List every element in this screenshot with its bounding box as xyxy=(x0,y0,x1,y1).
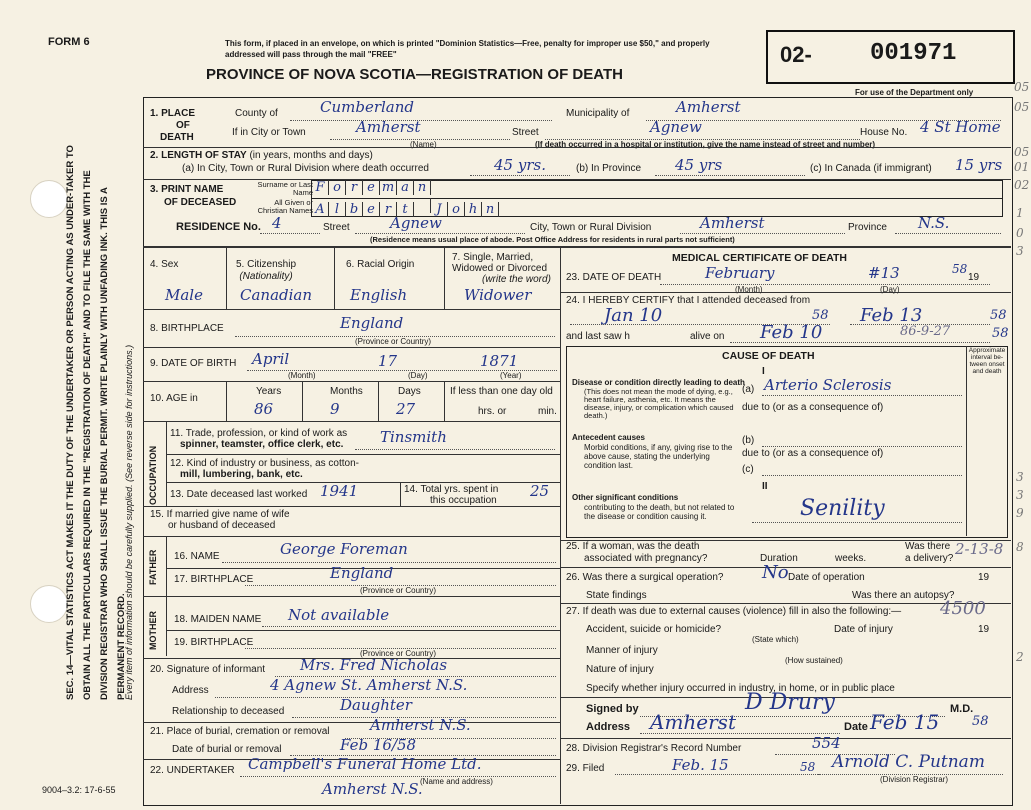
alive-date: Feb 10 xyxy=(760,322,823,343)
father-birthplace: England xyxy=(330,564,394,582)
duration-label: Duration xyxy=(760,553,798,564)
other-cause-value: Senility xyxy=(800,496,885,521)
sex-label: 4. Sex xyxy=(150,259,179,270)
undertaker-hint: (Name and address) xyxy=(420,777,493,786)
undertaker-label: 22. UNDERTAKER xyxy=(150,765,235,776)
every-item-notice: Every item of information should be carefully supplied. (See reverse side for instructions.) xyxy=(124,344,134,700)
mother-birthplace-label: 19. BIRTHPLACE xyxy=(174,637,254,648)
burial-place: Amherst N.S. xyxy=(370,716,471,734)
racial-origin-value: English xyxy=(350,286,408,304)
residence-city: Amherst xyxy=(700,214,765,232)
given-names-value: A l b e r t J o h n xyxy=(312,198,499,217)
margin-mark: 05 xyxy=(1014,145,1030,159)
footer-code: 9004–3.2: 17-6-55 xyxy=(42,785,116,795)
alive-on-label: alive on xyxy=(690,331,725,342)
manner-label: Manner of injury xyxy=(586,645,658,656)
place-label-2: OF xyxy=(176,120,190,131)
print-name-label xyxy=(150,183,236,209)
stay-a-label: (a) In City, Town or Rural Division where death occurred xyxy=(182,163,429,174)
maiden-name-label: 18. MAIDEN NAME xyxy=(174,614,262,625)
burial-place-label: 21. Place of burial, cremation or removal xyxy=(150,726,330,737)
cause-a-label: (a) xyxy=(742,384,755,395)
margin-mark: 05 xyxy=(1014,80,1030,94)
county-value: Cumberland xyxy=(320,98,415,116)
cause-a-value: Arterio Sclerosis xyxy=(764,376,892,394)
margin-mark: 2 xyxy=(1016,650,1024,664)
death-month: February xyxy=(705,264,775,282)
margin-mark: 0 xyxy=(1016,226,1024,240)
death-year: 58 xyxy=(952,262,968,276)
mother-side-label: MOTHER xyxy=(148,611,158,650)
burial-date: Feb 16/58 xyxy=(340,736,417,754)
filed-label: 29. Filed xyxy=(566,763,605,774)
cert-date-year: 58 xyxy=(972,714,989,729)
residence-no: 4 xyxy=(272,214,282,232)
other-note: contributing to the death, but not related to the disease or condition causing it. xyxy=(584,503,735,521)
stay-a-value: 45 yrs. xyxy=(494,156,546,174)
undertaker-address: Amherst N.S. xyxy=(322,780,423,798)
roman-two: II xyxy=(762,481,768,492)
place-of-death-label xyxy=(150,108,195,144)
margin-mark: 3 xyxy=(1016,470,1024,484)
industry-label: 12. Kind of industry or business, as cotton- mill, lumbering, bank, etc. xyxy=(170,458,359,480)
state-which-hint: (State which) xyxy=(752,635,799,644)
department-use-note: For use of the Department only xyxy=(855,88,974,97)
filed-year: 58 xyxy=(800,760,816,774)
father-bp-hint: (Province or Country) xyxy=(360,586,437,595)
house-label: House No. xyxy=(860,127,908,138)
age-days-label: Days xyxy=(398,386,421,397)
min-label: min. xyxy=(538,406,557,417)
municipality-label: Municipality of xyxy=(566,108,630,119)
age-days: 27 xyxy=(396,400,416,418)
informant-address: 4 Agnew St. Amherst N.S. xyxy=(270,676,468,694)
marital-value: Widower xyxy=(464,286,532,304)
death-day: #13 xyxy=(868,264,900,282)
due-to-a: due to (or as a consequence of) xyxy=(742,402,884,413)
physician-address: Amherst xyxy=(650,710,736,734)
disease-note: (This does not mean the mode of dying, e.g., heart failure, asthenia, etc. It means the disease, injury, or complication which caused death.) xyxy=(584,387,734,420)
birthplace-value: England xyxy=(340,314,404,332)
street-label: Street xyxy=(512,127,539,138)
stay-b-label: (b) In Province xyxy=(576,163,642,174)
margin-mark: 1 xyxy=(1016,206,1024,220)
county-label: County of xyxy=(235,108,278,119)
residence-street: Agnew xyxy=(390,214,442,232)
death-day-hint: (Day) xyxy=(880,285,900,294)
state-findings-label: State findings xyxy=(586,590,647,601)
racial-origin-label: 6. Racial Origin xyxy=(346,259,415,270)
birthplace-hint: (Province or Country) xyxy=(355,337,432,346)
undertaker-name: Campbell's Funeral Home Ltd. xyxy=(248,755,482,773)
total-years-value: 25 xyxy=(530,482,550,500)
residence-street-label: Street xyxy=(323,222,350,233)
age-months-label: Months xyxy=(330,386,363,397)
antecedent-note: Morbid conditions, if any, giving rise to the above cause, stating the underlying condition last. xyxy=(584,443,733,470)
residence-hint: (Residence means usual place of abode. Post Office Address for residents in rural parts not sufficient) xyxy=(370,235,735,244)
registration-number: 001971 xyxy=(870,40,957,67)
vital-statistics-notice: SEC. 14—VITAL STATISTICS ACT MAKES IT THE DUTY OF THE UNDERTAKER OR PERSON ACTING AS UNDER-TAKER TO OBTAIN ALL THE PARTICULARS REQUIRED IN THE "REGISTRATION OF DEATH" AND TO FILE THE SAME WITH THE DIVISION REGISTRAR WHO SHALL ISSUE THE BURIAL PERMIT. WRITE PLAINLY WITH UNFADING INK. THIS IS A PERMANENT RECORD. xyxy=(65,145,127,700)
mother-bp-hint: (Province or Country) xyxy=(360,649,437,658)
margin-mark: 05 xyxy=(1014,100,1030,114)
spouse-label: 15. If married give name of wife or husband of deceased xyxy=(150,509,290,531)
father-side-label: FATHER xyxy=(148,549,158,585)
form-number: FORM 6 xyxy=(48,36,90,48)
md-label: M.D. xyxy=(950,703,974,715)
house-value: 4 St Home xyxy=(920,118,1001,136)
dob-month-hint: (Month) xyxy=(288,371,316,380)
stay-hint: (in years, months and days) xyxy=(249,150,373,161)
surgical-label: 26. Was there a surgical operation? xyxy=(566,572,724,583)
municipality-value: Amherst xyxy=(676,98,741,116)
interval-label: Approximate interval be-tween onset and death xyxy=(968,347,1006,375)
age-years: 86 xyxy=(254,400,274,418)
weeks-label: weeks. xyxy=(835,553,867,564)
physician-signature: D Drury xyxy=(745,690,835,715)
trade-value: Tinsmith xyxy=(380,428,447,446)
trade-label: 11. Trade, profession, or kind of work as spinner, teamster, office clerk, etc. xyxy=(170,428,348,450)
city-value: Amherst xyxy=(356,118,421,136)
specify-label: Specify whether injury occurred in industry, in home, or in public place xyxy=(586,683,895,694)
external-causes-label: 27. If death was due to external causes (violence) fill in also the following:— xyxy=(566,606,902,617)
attended-from-year: 58 xyxy=(812,308,829,323)
informant-name: Mrs. Fred Nicholas xyxy=(300,656,448,674)
certify-label: 24. I HEREBY CERTIFY that I attended deceased from xyxy=(566,295,811,306)
last-worked-label: 13. Date deceased last worked xyxy=(170,489,308,500)
physician-address-label: Address xyxy=(586,721,631,733)
surname-value: F o r e m a n xyxy=(312,180,431,195)
city-label: If in City or Town xyxy=(232,127,306,138)
cause-of-death-header: CAUSE OF DEATH xyxy=(722,350,815,362)
date-of-death-label: 23. DATE OF DEATH xyxy=(566,272,662,283)
informant-address-label: Address xyxy=(172,685,209,696)
residence-city-label: City, Town or Rural Division xyxy=(530,222,652,233)
death-month-hint: (Month) xyxy=(735,285,763,294)
relationship-value: Daughter xyxy=(340,696,412,714)
age-years-label: Years xyxy=(256,386,282,397)
father-name-label: 16. NAME xyxy=(174,551,220,562)
city-name-hint: (Name) xyxy=(410,140,437,149)
other-title: Other significant conditions xyxy=(572,493,679,502)
due-to-b: due to (or as a consequence of) xyxy=(742,448,884,459)
surname-label: Surname or Last Name xyxy=(257,180,313,197)
citizenship-value: Canadian xyxy=(240,286,313,304)
age-label: 10. AGE in xyxy=(150,393,198,404)
burial-date-label: Date of burial or removal xyxy=(172,744,282,755)
margin-mark: 02 xyxy=(1014,178,1030,192)
dob-month: April xyxy=(252,350,290,368)
stay-c-label: (c) In Canada (if immigrant) xyxy=(810,163,932,174)
autopsy-label: Was there an autopsy? xyxy=(852,590,955,601)
attended-to: Feb 13 xyxy=(860,305,923,326)
attended-to-year: 58 xyxy=(990,308,1007,323)
place-label-3: DEATH xyxy=(160,132,194,143)
nature-label: Nature of injury xyxy=(586,664,654,675)
margin-mark: 3 xyxy=(1016,488,1024,502)
cause-b-label: (b) xyxy=(742,435,755,446)
cert-date-label: Date xyxy=(844,721,868,733)
place-label-1: 1. PLACE xyxy=(150,108,196,119)
age-months: 9 xyxy=(330,400,340,418)
residence-label: RESIDENCE No. xyxy=(176,221,261,233)
stay-label: 2. LENGTH OF STAY (in years, months and days) xyxy=(150,150,373,161)
surgical-value: No xyxy=(762,562,789,583)
residence-province-label: Province xyxy=(848,222,887,233)
injury-year-prefix: 19 xyxy=(978,624,990,635)
marital-label: 7. Single, Married, Widowed or Divorced (write the word) xyxy=(452,252,551,285)
operation-year-prefix: 19 xyxy=(978,572,990,583)
institution-hint: (If death occurred in a hospital or institution, give the name instead of street and number) xyxy=(535,140,876,149)
death-year-prefix: 19 xyxy=(968,272,980,283)
citizenship-label: 5. Citizenship (Nationality) xyxy=(236,259,297,282)
father-name: George Foreman xyxy=(280,540,408,558)
sex-value: Male xyxy=(165,286,203,304)
delivery-label: Was there a delivery? xyxy=(905,541,954,564)
stay-b-value: 45 yrs xyxy=(675,156,723,174)
name-label-1: 3. PRINT NAME xyxy=(150,184,224,195)
stay-c-value: 15 yrs xyxy=(955,156,1003,174)
occupation-side-label: OCCUPATION xyxy=(148,445,158,505)
margin-mark: 9 xyxy=(1016,506,1024,520)
hrs-label: hrs. or xyxy=(478,406,507,417)
name-label-2: OF DECEASED xyxy=(164,197,237,208)
dob-day: 17 xyxy=(378,352,398,370)
medical-header: MEDICAL CERTIFICATE OF DEATH xyxy=(672,252,847,264)
date-of-injury-label: Date of injury xyxy=(834,624,893,635)
margin-mark: 3 xyxy=(1016,244,1024,258)
birthplace-label: 8. BIRTHPLACE xyxy=(150,323,224,334)
margin-mark: 8 xyxy=(1016,540,1024,554)
last-worked-value: 1941 xyxy=(320,482,359,500)
roman-one: I xyxy=(762,366,765,377)
cause-c-label: (c) xyxy=(742,464,754,475)
attended-from: Jan 10 xyxy=(604,305,663,326)
signed-by-label: Signed by xyxy=(586,703,639,715)
maiden-name: Not available xyxy=(288,606,390,624)
filed-date: Feb. 15 xyxy=(672,756,729,774)
relationship-label: Relationship to deceased xyxy=(172,706,285,717)
how-sustained-hint: (How sustained) xyxy=(785,656,843,665)
less-than-day-label: If less than one day old xyxy=(450,386,553,397)
dob-day-hint: (Day) xyxy=(408,371,428,380)
street-value: Agnew xyxy=(650,118,702,136)
total-years-label: 14. Total yrs. spent in this occupation xyxy=(404,484,499,506)
accident-label: Accident, suicide or homicide? xyxy=(586,624,722,635)
record-number: 554 xyxy=(812,734,841,752)
alive-note: 86-9-27 xyxy=(900,324,951,339)
date-of-birth-label: 9. DATE OF BIRTH xyxy=(150,358,237,369)
antecedent-title: Antecedent causes xyxy=(572,433,645,442)
annotation-4500: 4500 xyxy=(940,598,986,619)
given-names-label: All Given or Christian Names xyxy=(257,198,313,215)
mail-notice: This form, if placed in an envelope, on which is printed "Dominion Statistics—Free, penalty for improper use $50," and properly addressed will pass through the mail "FREE" xyxy=(225,39,710,59)
date-of-operation-label: Date of operation xyxy=(788,572,865,583)
cert-date: Feb 15 xyxy=(870,710,940,734)
annotation-delivery: 2-13-8 xyxy=(955,540,1004,558)
pregnancy-label: 25. If a woman, was the death associated with pregnancy? xyxy=(566,541,708,564)
alive-year: 58 xyxy=(992,326,1009,341)
margin-mark: 01 xyxy=(1014,160,1030,174)
registrar-hint: (Division Registrar) xyxy=(880,775,949,784)
record-number-label: 28. Division Registrar's Record Number xyxy=(566,743,742,754)
dob-year: 1871 xyxy=(480,352,519,370)
form-title: PROVINCE OF NOVA SCOTIA—REGISTRATION OF DEATH xyxy=(206,66,623,83)
registrar-signature: Arnold C. Putnam xyxy=(832,752,985,772)
last-saw-label: and last saw h xyxy=(566,331,630,342)
registration-prefix: 02- xyxy=(780,42,812,67)
father-birthplace-label: 17. BIRTHPLACE xyxy=(174,574,254,585)
informant-label: 20. Signature of informant xyxy=(150,664,266,675)
disease-title: Disease or condition directly leading to death xyxy=(572,378,745,387)
dob-year-hint: (Year) xyxy=(500,371,522,380)
residence-province: N.S. xyxy=(918,214,950,232)
